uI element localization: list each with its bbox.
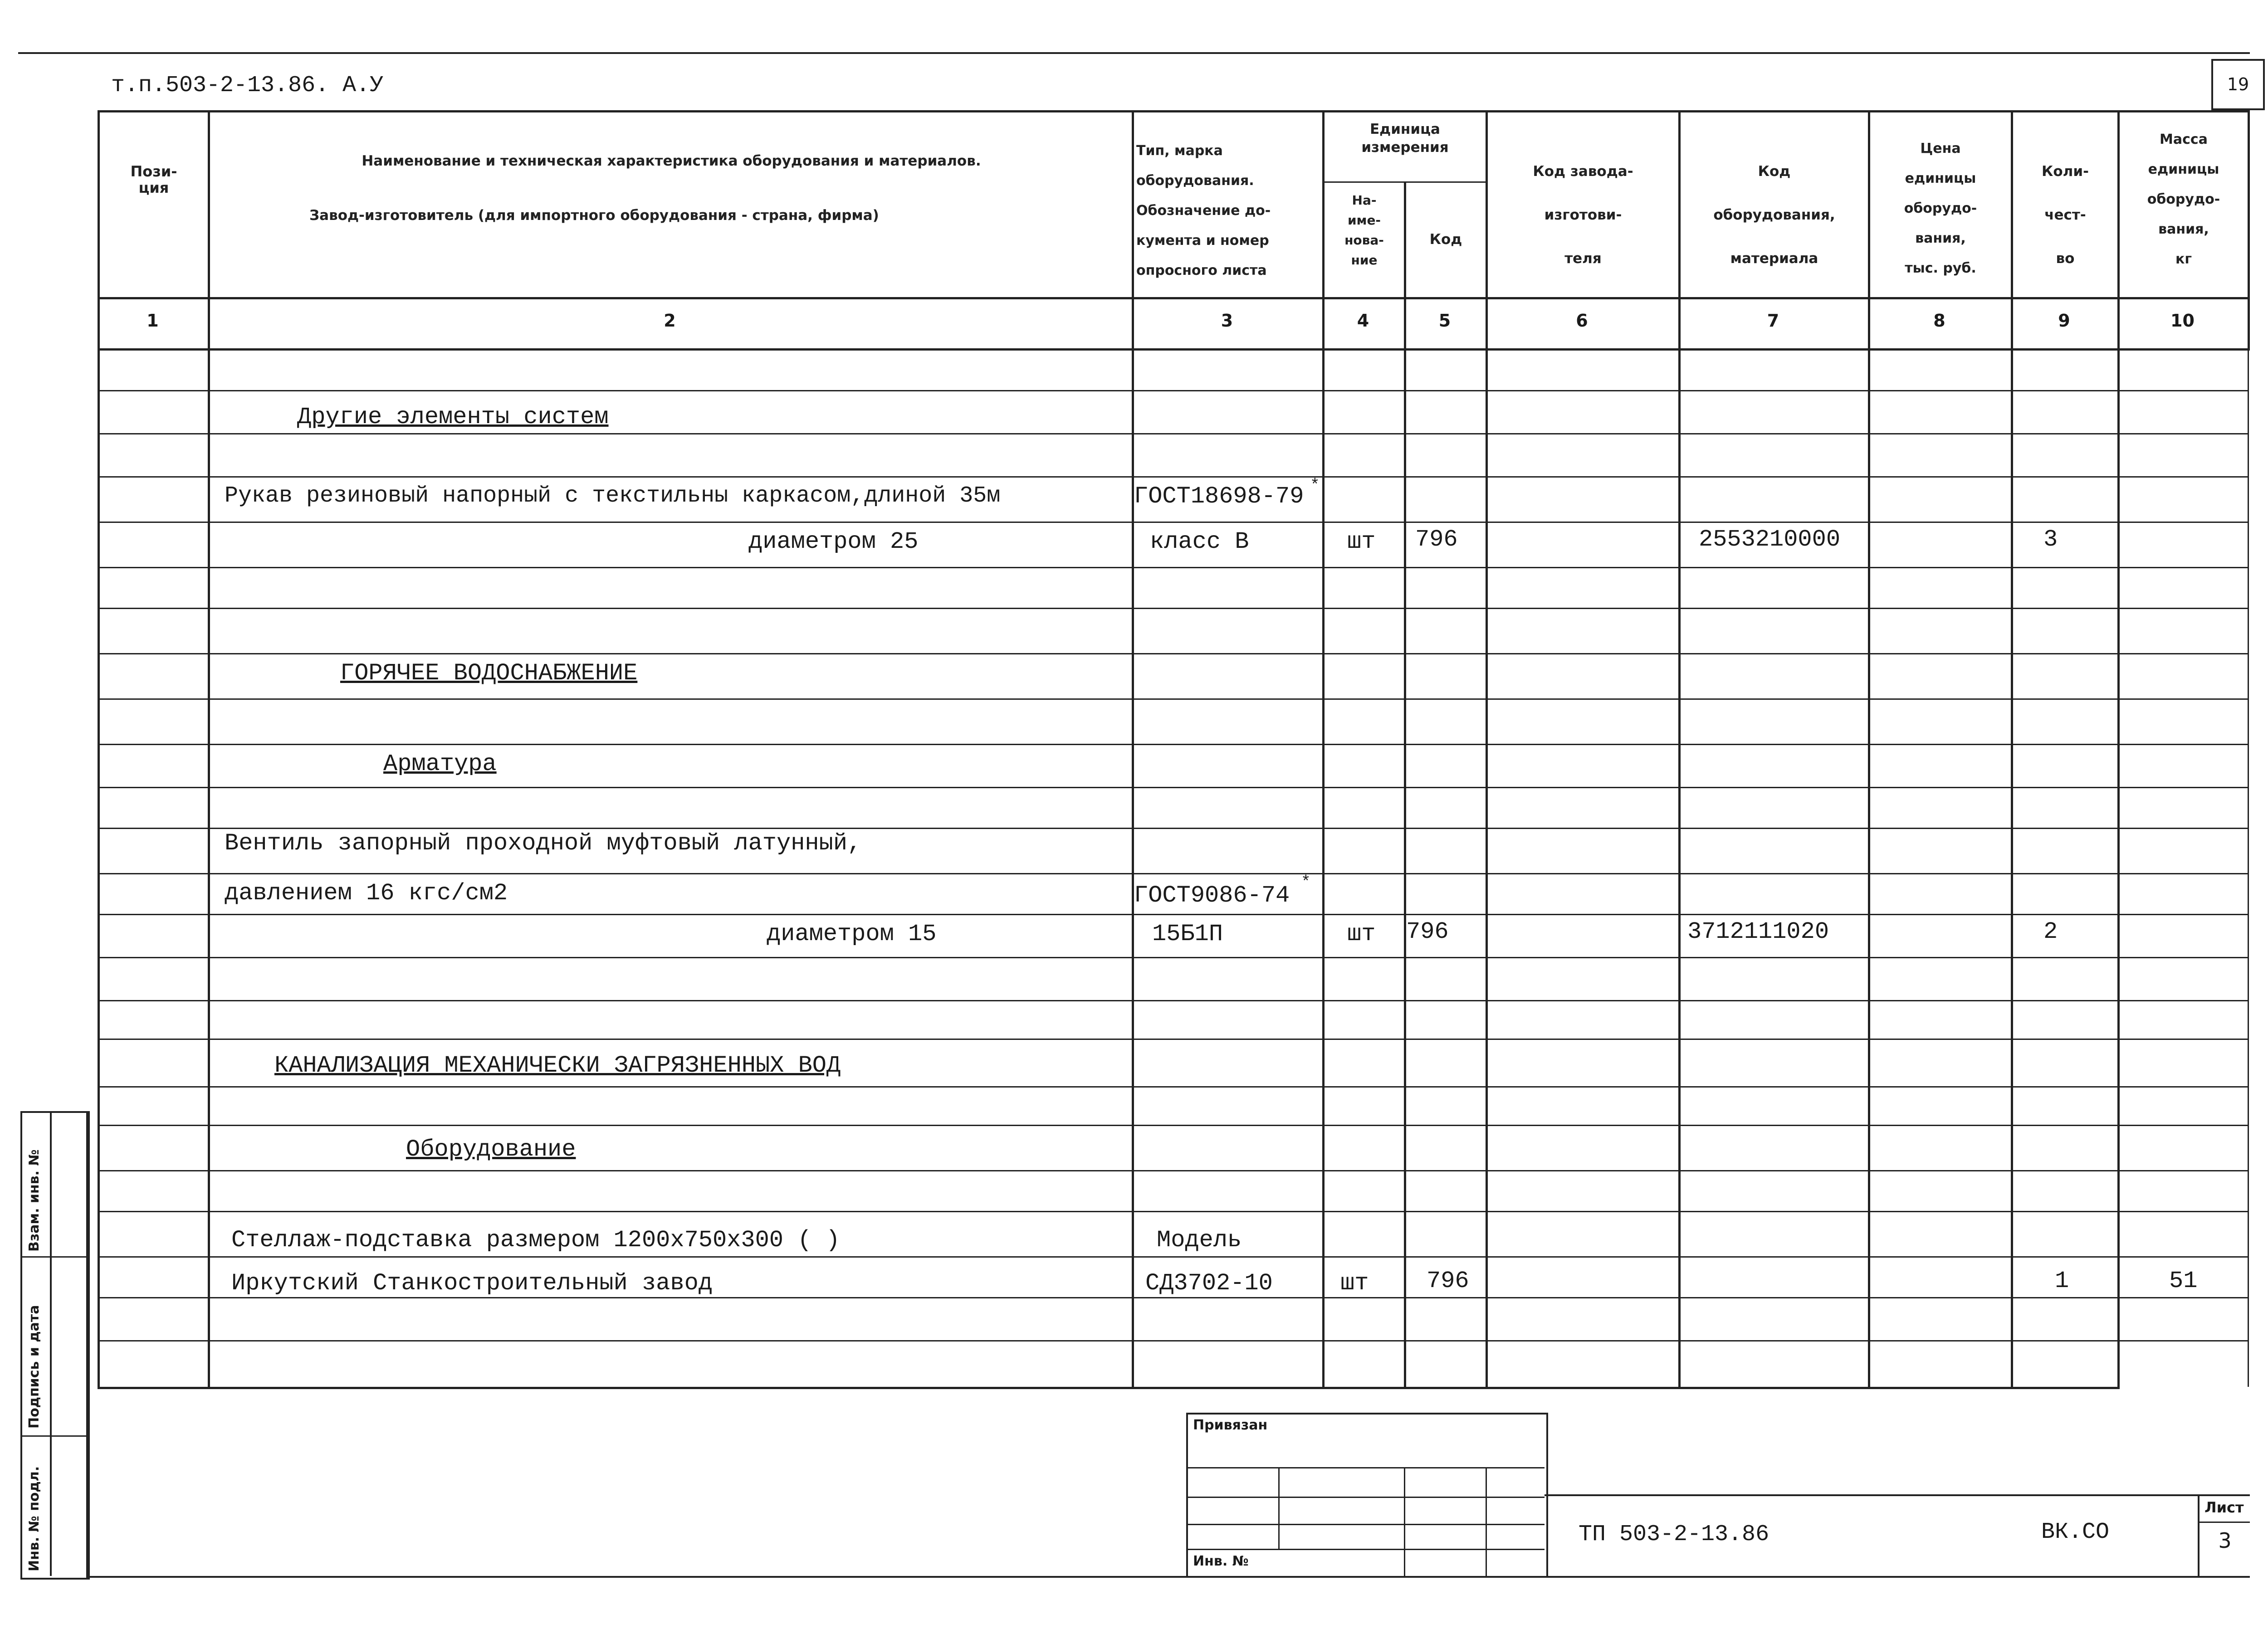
top-border	[18, 52, 2250, 54]
header-maker: Завод-изготовитель (для импортного оборудования - страна, фирма)	[309, 207, 879, 224]
col-number-3: 3	[1221, 311, 1233, 331]
row-line-1	[98, 390, 2248, 391]
section-equipment: Оборудование	[406, 1136, 576, 1163]
page-bottom-line	[86, 1576, 2250, 1578]
section-hot-water: ГОРЯЧЕЕ ВОДОСНАБЖЕНИЕ	[340, 660, 638, 687]
col-number-8: 8	[1933, 311, 1945, 331]
header-maker-code: Код завода- изготови- теля	[1533, 163, 1633, 267]
privyazan-vline-2	[1404, 1467, 1405, 1576]
col-line-9	[2117, 110, 2120, 1387]
title-top-line	[1545, 1494, 2250, 1496]
row-line-7	[98, 653, 2248, 654]
hose-unit: шт	[1347, 528, 1376, 555]
header-type: Тип, марка оборудования. Обозначение до- кумента и номер опросного листа	[1136, 143, 1271, 278]
privyazan-line-2	[1186, 1497, 1545, 1498]
row-line-18	[98, 1125, 2248, 1126]
table-bottom-line	[98, 1387, 2120, 1389]
col-number-1: 1	[147, 311, 159, 331]
rack-unit: шт	[1340, 1270, 1369, 1297]
valve-type: 15Б1П	[1152, 921, 1223, 947]
valve-material-code: 3712111020	[1687, 918, 1829, 945]
privyazan-line-4	[1186, 1549, 1545, 1550]
side-stamp-sign: Подпись и дата	[26, 1305, 42, 1429]
header-quantity: Коли- чест- во	[2042, 163, 2089, 267]
privyazan-label: Привязан	[1193, 1417, 1268, 1433]
row-line-16	[98, 1039, 2248, 1040]
hose-standard: ГОСТ18698-79	[1134, 483, 1304, 510]
row-line-21	[98, 1256, 2248, 1258]
col-line-6	[1678, 110, 1681, 1387]
side-stamp-inv: Инв. № подл.	[26, 1466, 42, 1571]
row-line-13	[98, 914, 2248, 915]
row-line-20	[98, 1211, 2248, 1212]
col-number-9: 9	[2058, 311, 2070, 331]
col-number-2: 2	[664, 311, 676, 331]
header-position: Пози- ция	[130, 163, 177, 196]
header-bottom-line	[98, 297, 2250, 299]
row-line-2	[98, 433, 2248, 434]
header-unit: Единица измерения	[1361, 121, 1449, 156]
rack-name: Стеллаж-подставка размером 1200х750х300 ( )	[231, 1227, 840, 1254]
valve-quantity: 2	[2043, 918, 2058, 945]
row-line-23	[98, 1340, 2248, 1341]
privyazan-vline-1	[1278, 1467, 1280, 1549]
header-unit-name: На- име- нова- ние	[1344, 193, 1384, 268]
valve-standard: ГОСТ9086-74	[1134, 882, 1290, 909]
header-price: Цена единицы оборудо- вания, тыс. руб.	[1904, 141, 1977, 276]
row-line-12	[98, 873, 2248, 874]
privyazan-vline-3	[1486, 1467, 1487, 1576]
header-unit-code: Код	[1429, 231, 1462, 248]
rack-model: Модель	[1157, 1227, 1242, 1254]
col-line-10b	[2248, 348, 2249, 1387]
col-number-10: 10	[2170, 311, 2195, 331]
row-line-17	[98, 1086, 2248, 1088]
sheet-divider	[2198, 1494, 2200, 1576]
sheet-line	[2198, 1522, 2250, 1523]
section-fittings: Арматура	[383, 751, 497, 777]
col-line-7	[1868, 110, 1870, 1387]
side-stamp-line-1	[20, 1256, 86, 1258]
row-line-15	[98, 1000, 2248, 1001]
doc-mark: ВК.СО	[2041, 1519, 2110, 1545]
hose-name: Рукав резиновый напорный с текстильны каркасом,длиной 35м	[225, 483, 1001, 509]
hose-unit-code: 796	[1415, 526, 1458, 553]
row-line-4	[98, 522, 2248, 523]
row-line-14	[98, 957, 2248, 958]
table-top-line	[98, 110, 2250, 112]
valve-pressure: давлением 16 кгс/см2	[225, 880, 508, 907]
col-line-4	[1404, 181, 1406, 1387]
col-line-0	[98, 110, 100, 1387]
page-left-line	[86, 1111, 88, 1576]
row-line-8	[98, 698, 2248, 700]
col-number-5: 5	[1438, 311, 1451, 331]
row-line-11	[98, 828, 2248, 829]
col-line-3	[1322, 110, 1325, 1387]
row-line-22	[98, 1297, 2248, 1298]
privyazan-line-1	[1186, 1467, 1545, 1468]
col-line-5	[1486, 110, 1488, 1387]
col-line-8	[2011, 110, 2013, 1387]
rack-unit-code: 796	[1427, 1268, 1469, 1294]
hose-quantity: 3	[2043, 526, 2058, 553]
header-material-code: Код оборудования, материала	[1713, 163, 1835, 267]
sheet-number: 3	[2218, 1528, 2232, 1553]
doc-code: ТП 503-2-13.86	[1579, 1522, 1769, 1547]
col-line-1	[208, 110, 210, 1387]
rack-maker: Иркутский Станкостроительный завод	[231, 1270, 713, 1297]
valve-unit: шт	[1347, 921, 1376, 947]
privyazan-line-3	[1186, 1524, 1545, 1525]
rack-type: СД3702-10	[1145, 1270, 1273, 1297]
section-other-elements: Другие элементы систем	[297, 404, 609, 430]
page-number: 19	[2227, 74, 2249, 94]
col-number-6: 6	[1576, 311, 1588, 331]
rack-quantity: 1	[2055, 1268, 2069, 1294]
page-number-box	[2211, 59, 2265, 110]
numbers-bottom-line	[98, 348, 2250, 351]
sheet-label: Лист	[2204, 1499, 2244, 1516]
hose-diameter: диаметром 25	[748, 528, 919, 555]
row-line-19	[98, 1170, 2248, 1171]
inv-no-label: Инв. №	[1193, 1553, 1249, 1569]
row-line-10	[98, 787, 2248, 788]
hose-material-code: 2553210000	[1699, 526, 1841, 553]
valve-unit-code: 796	[1406, 918, 1449, 945]
side-stamp-line-2	[20, 1435, 86, 1437]
hose-class: класс В	[1150, 528, 1249, 555]
header-mass: Масса единицы оборудо- вания, кг	[2147, 132, 2220, 267]
header-name: Наименование и техническая характеристика оборудования и материалов.	[362, 153, 981, 169]
valve-name: Вентиль запорный проходной муфтовый латунный,	[225, 830, 862, 857]
col-number-7: 7	[1767, 311, 1779, 331]
side-stamp-divider	[50, 1111, 52, 1576]
row-line-5	[98, 567, 2248, 568]
row-line-6	[98, 608, 2248, 609]
col-line-10	[2248, 110, 2250, 348]
row-line-9	[98, 744, 2248, 745]
hose-star: *	[1310, 476, 1320, 495]
col-line-2	[1132, 110, 1134, 1387]
valve-diameter: диаметром 15	[767, 921, 937, 947]
section-sewerage: КАНАЛИЗАЦИЯ МЕХАНИЧЕСКИ ЗАГРЯЗНЕННЫХ ВОД	[274, 1052, 841, 1079]
side-stamp-vzam: Взам. инв. №	[26, 1149, 42, 1252]
valve-star: *	[1301, 873, 1311, 892]
top-code: т.п.503-2-13.86. А.У	[111, 73, 384, 98]
rack-mass: 51	[2169, 1268, 2198, 1294]
col-number-4: 4	[1357, 311, 1369, 331]
row-line-3	[98, 476, 2248, 478]
